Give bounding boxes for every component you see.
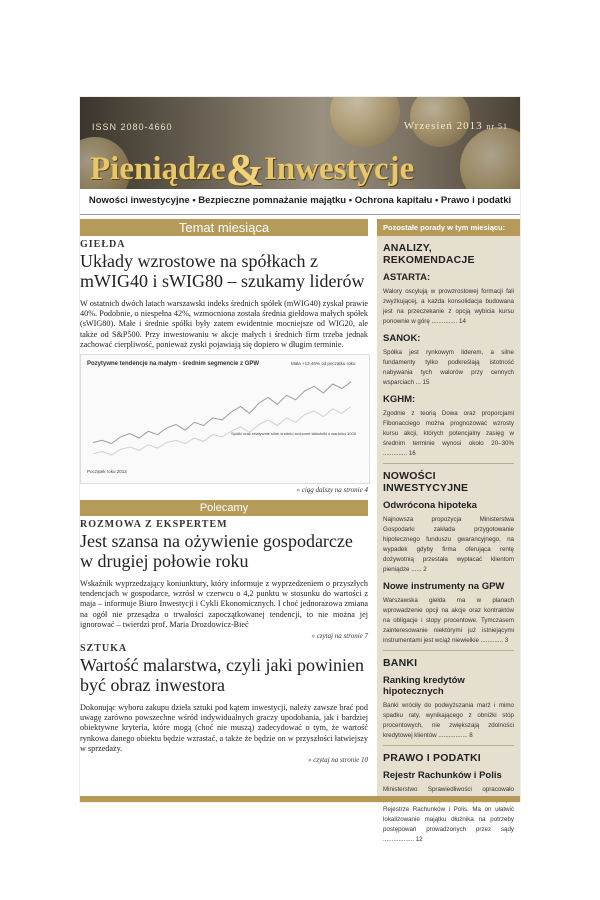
chart-label-mid: Spółki oraz relatywnie silne średnio-ruchome składniki o wartości 1000 bbox=[231, 431, 356, 437]
article-kicker: GIEŁDA bbox=[80, 239, 126, 250]
sidebar-item-title[interactable]: Odwrócona hipoteka bbox=[383, 500, 477, 511]
newsletter-page bbox=[80, 97, 520, 843]
continue-link[interactable]: » czytaj na stronie 10 bbox=[307, 756, 368, 765]
sidebar-item-text: Spółka jest rynkowym liderem, a silne fundamenty tylko podkreślają istotność nabywania tych walorów przy cennych wsparciach ... 15 bbox=[383, 349, 514, 386]
index-chart bbox=[80, 354, 370, 484]
sidebar-section-title: BANKI bbox=[383, 657, 418, 669]
sidebar-item-text: Walory oscylują w prowzrostowej formacji fali zwyżkującej, a każda konsolidacja budowana jest na przeczekanie z opcją wybicia kursu ponownie w górę ............... 14 bbox=[383, 288, 514, 325]
sidebar-item-title[interactable]: KGHM: bbox=[383, 394, 416, 405]
article-lead: W ostatnich dwóch latach warszawski indeks średnich spółek (mWIG40) zyskał prawie 40%. Podobnie, o niespełna 42%, wzmocniona została średnia giełdowa małych spółek (sWIG80). Małe i średnie spółki były zatem ewidentnie mocniejsze od WIG20, ale także od S&P500. Przy inwestowaniu w akcje małych i średnich firm trzeba jednak zachować cierpliwość, ponieważ zyski pojawiają się dopiero w długim terminie. bbox=[80, 299, 368, 349]
chart-label-bottom: Początek roku 2013 bbox=[87, 469, 127, 475]
article-kicker: ROZMOWA Z EKSPERTEM bbox=[80, 519, 228, 531]
divider bbox=[383, 463, 514, 464]
sidebar-section-title: NOWOŚCI INWESTYCYJNE bbox=[383, 470, 469, 494]
chart-svg bbox=[81, 355, 369, 483]
article-headline[interactable]: Jest szansa na ożywienie gospodarcze w drugiej połowie roku bbox=[80, 531, 353, 572]
issue-month: Wrzesień 2013 bbox=[403, 120, 483, 132]
sidebar-item-title[interactable]: Nowe instrumenty na GPW bbox=[383, 581, 505, 592]
tagline: Nowości inwestycyjne • Bezpieczne pomnażanie majątku • Ochrona kapitału • Prawo i podatki bbox=[88, 195, 512, 206]
masthead bbox=[80, 97, 520, 189]
sidebar-item-text: Banki wróciły do podwyższania marż i mimo spadku raty, wynikającego z obniżki stóp procentowych, nie zwiększają zdolności kredytowej klientów ................. 8 bbox=[383, 702, 514, 739]
coin-decoration bbox=[460, 127, 520, 189]
sidebar-item-text: Zgodnie z teorią Dowa oraz proporcjami Fibonacciego można prognozować wzrosty kursu akcji, których potencjalny zasięg w średnim terminie wynosi około 20–30% .............. 16 bbox=[383, 410, 514, 457]
chart-title: Pozytywne tendencje na małym - średnim segmencie z GPW bbox=[87, 361, 260, 368]
section-band-recommend: Polecamy bbox=[80, 500, 368, 516]
sidebar-section-title: ANALIZY, REKOMENDACJE bbox=[383, 242, 475, 266]
divider bbox=[80, 214, 520, 215]
continue-link[interactable]: » czytaj na stronie 7 bbox=[311, 632, 368, 641]
sidebar-item-text: Ministerstwo Sprawiedliwości opracowało Rejestrze Rachunków i Polis. Ma on ułatwić lokalizowanie majątku dłużnika na potrzeby postępowań prowadzonych przez sądy .................. 12 bbox=[383, 786, 514, 843]
footer-band bbox=[80, 796, 520, 802]
chart-lines bbox=[93, 382, 351, 455]
chart-label-top: Mała +13.46% od początku roku bbox=[291, 361, 356, 367]
sidebar-item-text: Warszawska giełda ma w planach wprowadzenie opcji na akcje oraz kontraktów na obligacje i stopy procentowe. Tymczasem zainteresowanie niektórymi już istniejącymi instrumentami jest wciąż niewielkie ............. 3 bbox=[383, 597, 514, 644]
divider bbox=[383, 745, 514, 746]
article-kicker: SZTUKA bbox=[80, 643, 128, 655]
continue-link[interactable]: » ciąg dalszy na stronie 4 bbox=[296, 486, 368, 495]
sidebar-section-title: PRAWO I PODATKI bbox=[383, 752, 481, 764]
article-headline[interactable]: Wartość malarstwa, czyli jaki powinien być obraz inwestora bbox=[80, 655, 364, 696]
title-right: Inwestycje bbox=[263, 151, 415, 187]
sidebar-item-title[interactable]: Rejestr Rachunków i Polis bbox=[383, 770, 502, 781]
sidebar-item-text: Najnowsza propozycja Ministerstwa Gospodarki zakłada przygotowanie hipotecznego funduszu gwarancyjnego, na wypadek gdyby firma oferująca rentę dożywotnią przestała wypłacać klientom pieniądze ...... 2 bbox=[383, 516, 514, 573]
sidebar bbox=[377, 219, 520, 843]
article-headline[interactable]: Układy wzrostowe na spółkach z mWIG40 i sWIG80 – szukamy liderów bbox=[80, 251, 365, 291]
issue-date bbox=[404, 120, 508, 132]
divider bbox=[383, 650, 514, 651]
masthead-title bbox=[90, 137, 414, 189]
main-column bbox=[80, 219, 368, 764]
sidebar-item-title[interactable]: ASTARTA: bbox=[383, 272, 431, 283]
section-band-topic: Temat miesiąca bbox=[80, 219, 368, 236]
issn-number: ISSN 2080-4660 bbox=[92, 122, 173, 132]
sidebar-item-title[interactable]: Ranking kredytów hipotecznych bbox=[383, 675, 465, 697]
sidebar-item-title[interactable]: SANOK: bbox=[383, 333, 421, 344]
article-lead: Wskaźnik wyprzedzający koniunktury, który informuje z wyprzedzeniem o przyszłych tendencjach w gospodarce, wzrósł w czerwcu o 4,2 punktu w stosunku do wartości z maja – informuje Biuro Inwestycji i Cykli Ekonomicznych. I choć jednorazowa zmiana na ogół nie przesądza o trwałości zapoczątkowanej tendencji, to nie można jej ignorować – twierdzi prof. Maria Drozdowicz-Bieć bbox=[80, 579, 368, 629]
title-ampersand: & bbox=[225, 144, 264, 189]
issue-number: nr 51 bbox=[486, 122, 508, 131]
title-left: Pieniądze bbox=[90, 151, 226, 187]
article-lead: Dokonując wyboru zakupu dzieła sztuki pod kątem inwestycji, należy zawsze brać pod uwagę zarówno powszechne wśród indywidualnych graczy upodobania, jak i bardziej obiektywne kryteria, które mogą (choć nie muszą) zadecydować o tym, że wartość rynkowa danego obiektu będzie wzrastać, a także że będzie on w przyszłości łatwiejszy w sprzedaży. bbox=[80, 703, 368, 753]
sidebar-header: Pozostałe porady w tym miesiącu: bbox=[377, 219, 520, 236]
